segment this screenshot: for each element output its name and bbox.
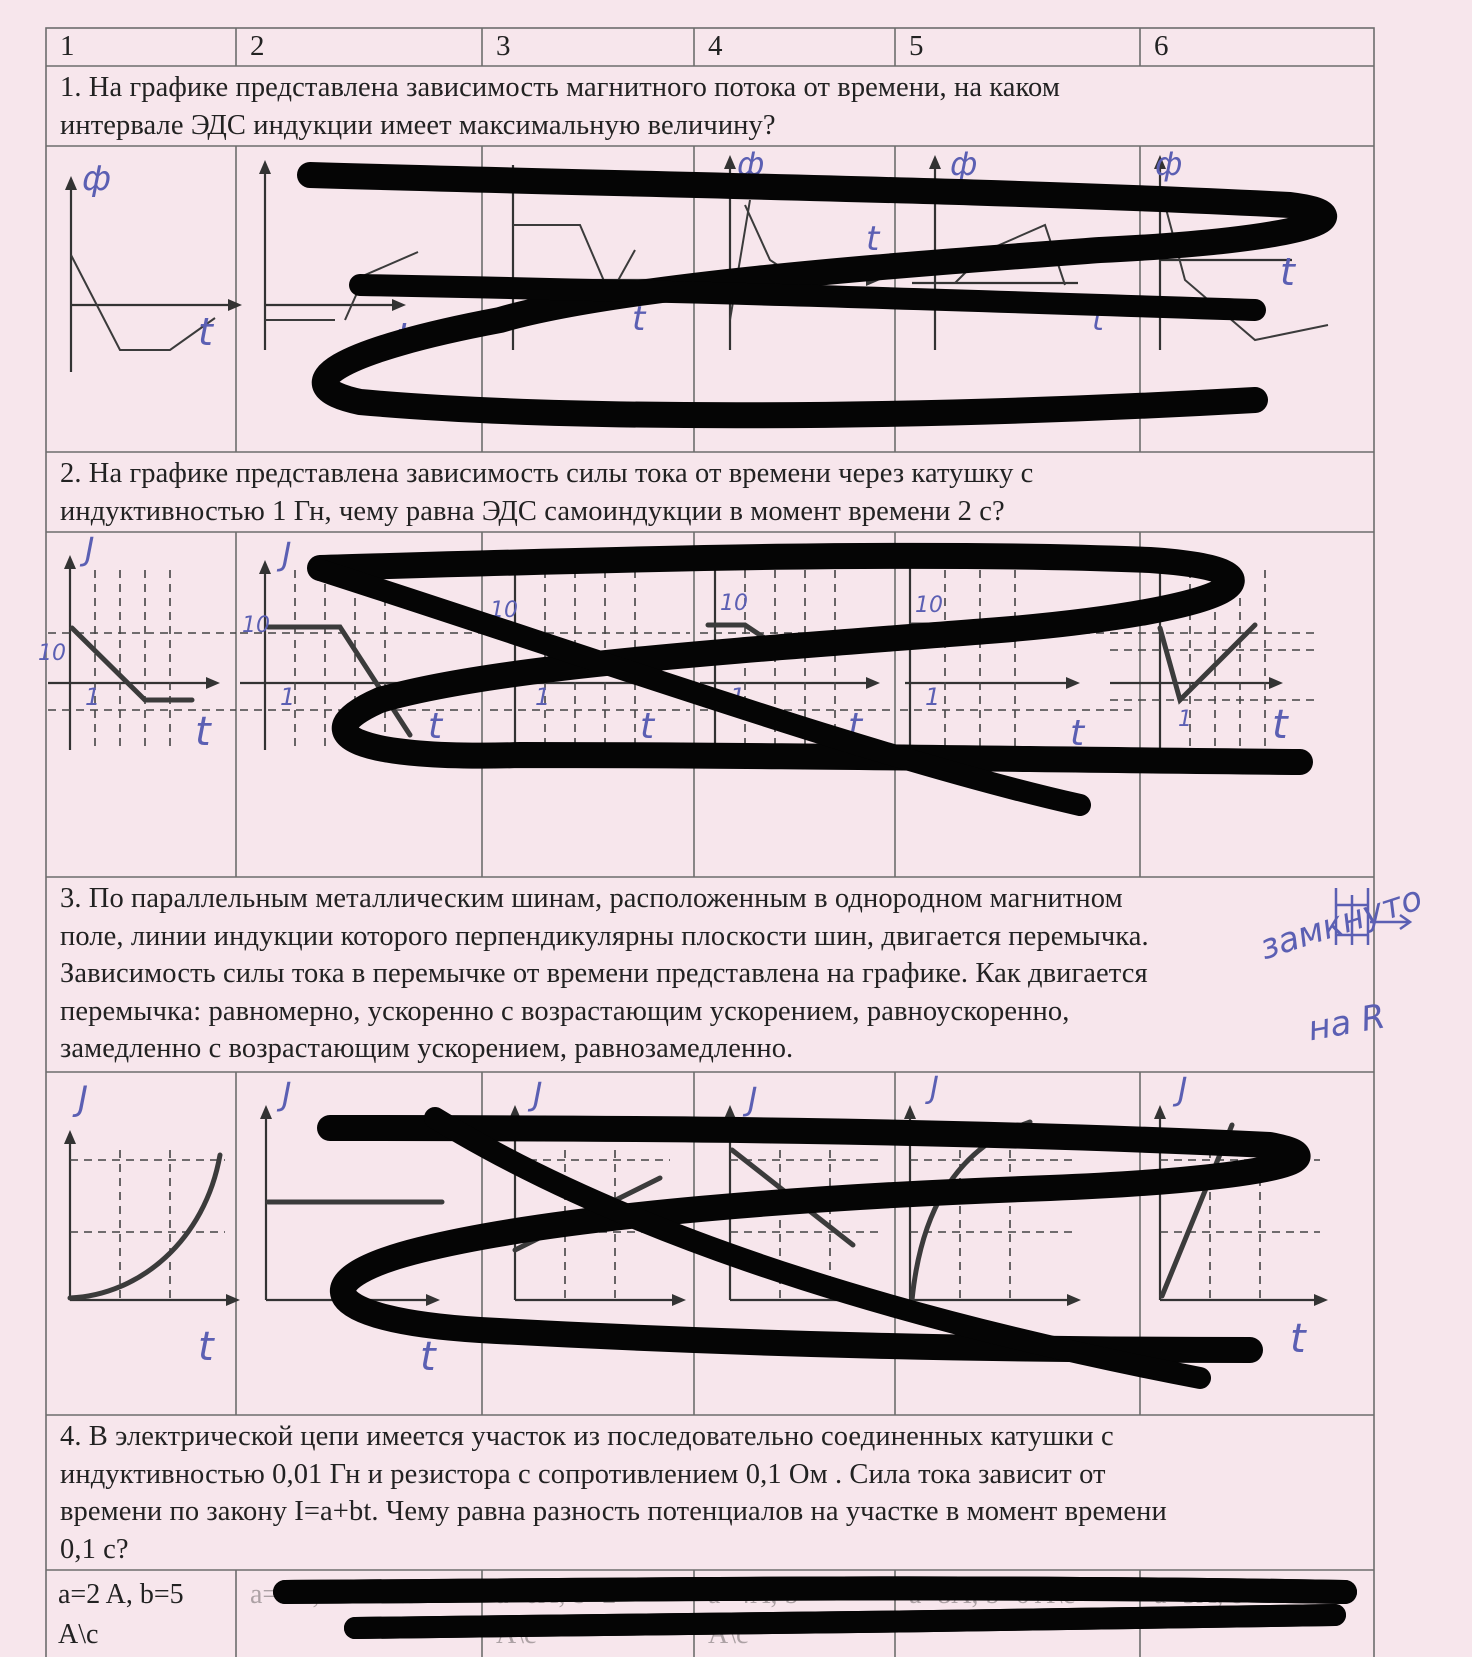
q1-t-label: t bbox=[198, 310, 213, 354]
svg-text:ф: ф bbox=[1155, 145, 1183, 183]
question-3-line: Зависимость силы тока в перемычке от времени представлена на графике. Как двигается bbox=[60, 958, 1148, 989]
svg-text:10: 10 bbox=[490, 598, 518, 623]
question-4-line: времени по закону I=a+bt. Чему равна разность потенциалов на участке в момент времени bbox=[60, 1496, 1167, 1527]
answer-option-1[interactable] bbox=[58, 1575, 184, 1655]
answer-line: a=6A, b=2 bbox=[496, 1579, 617, 1610]
svg-text:t: t bbox=[640, 706, 655, 747]
svg-text:t: t bbox=[1070, 713, 1085, 754]
column-number-4: 4 bbox=[708, 30, 723, 62]
svg-text:1: 1 bbox=[925, 683, 941, 711]
question-3-line: замедленно с возрастающим ускорением, равнозамедленно. bbox=[60, 1033, 794, 1064]
svg-text:J: J bbox=[1178, 1070, 1188, 1108]
svg-text:t: t bbox=[1272, 702, 1288, 748]
question-4-line: 0,1 с? bbox=[60, 1533, 129, 1565]
svg-text:J: J bbox=[748, 1080, 758, 1118]
svg-text:J: J bbox=[282, 1075, 292, 1113]
column-number-2: 2 bbox=[250, 30, 265, 62]
svg-text:10: 10 bbox=[720, 591, 748, 616]
answer-option-6[interactable] bbox=[1154, 1575, 1260, 1615]
svg-text:ф: ф bbox=[950, 145, 978, 183]
answer-line: a=8A, b=6 A\c bbox=[909, 1579, 1076, 1610]
svg-text:1: 1 bbox=[85, 683, 101, 711]
answer-option-3[interactable] bbox=[496, 1575, 616, 1655]
svg-text:t: t bbox=[195, 709, 211, 755]
answer-option-5[interactable] bbox=[909, 1575, 1075, 1615]
question-1-text bbox=[60, 69, 1060, 144]
svg-text:1: 1 bbox=[1178, 707, 1192, 732]
svg-text:t: t bbox=[1280, 250, 1295, 294]
column-number-5: 5 bbox=[909, 30, 924, 62]
svg-text:J: J bbox=[282, 535, 292, 573]
column-number-1: 1 bbox=[60, 30, 75, 62]
svg-text:t: t bbox=[198, 1324, 214, 1370]
svg-text:t: t bbox=[420, 1334, 436, 1380]
question-3-text bbox=[60, 880, 1149, 1068]
question-2-line: 2. На графике представлена зависимость силы тока от времени через катушку с bbox=[60, 458, 1034, 489]
svg-text:10: 10 bbox=[915, 593, 943, 618]
column-number-6: 6 bbox=[1154, 30, 1169, 62]
answer-line: a=5A, b= bbox=[1154, 1579, 1261, 1610]
answer-line: a=2 A, b=5 bbox=[58, 1579, 184, 1610]
svg-text:t: t bbox=[848, 706, 863, 747]
svg-text:J: J bbox=[78, 1079, 89, 1119]
answer-line: A\c bbox=[58, 1619, 99, 1650]
svg-text:1: 1 bbox=[535, 683, 551, 711]
answer-line: a=3A, b=3 A\c bbox=[250, 1579, 417, 1610]
question-1-line: интервале ЭДС индукции имеет максимальную величину? bbox=[60, 109, 776, 141]
answer-line: a=4A, b= bbox=[708, 1579, 815, 1610]
question-1-line: 1. На графике представлена зависимость магнитного потока от времени, на каком bbox=[60, 72, 1060, 103]
question-4-text bbox=[60, 1418, 1167, 1568]
handwritten-note-line-2: на R bbox=[1305, 996, 1389, 1050]
svg-text:10: 10 bbox=[242, 613, 270, 638]
answer-line: A\c bbox=[496, 1619, 537, 1650]
svg-text:ф: ф bbox=[737, 145, 765, 183]
column-number-3: 3 bbox=[496, 30, 511, 62]
question-2-line: индуктивностью 1 Гн, чему равна ЭДС самоиндукции в момент времени 2 с? bbox=[60, 495, 1005, 527]
svg-text:1: 1 bbox=[730, 683, 746, 711]
svg-text:t: t bbox=[428, 706, 443, 747]
svg-text:t: t bbox=[396, 315, 411, 359]
question-4-line: 4. В электрической цепи имеется участок из последовательно соединенных катушки с bbox=[60, 1421, 1114, 1452]
svg-text:1: 1 bbox=[280, 683, 296, 711]
question-4-line: индуктивностью 0,01 Гн и резистора с сопротивлением 0,1 Ом . Сила тока зависит от bbox=[60, 1458, 1106, 1490]
question-3-line: перемычка: равномерно, ускоренно с возрастающим ускорением, равноускоренно, bbox=[60, 995, 1070, 1027]
svg-text:t: t bbox=[1092, 303, 1104, 338]
q1-phi-label: ф bbox=[82, 159, 112, 199]
question-3-line: 3. По параллельным металлическим шинам, расположенным в однородном магнитном bbox=[60, 883, 1123, 914]
answer-line: A\c bbox=[708, 1619, 749, 1650]
svg-text:J: J bbox=[533, 1075, 543, 1113]
handwritten-note-line-1: замкнуто bbox=[1255, 878, 1428, 969]
answer-option-2[interactable] bbox=[250, 1575, 416, 1615]
svg-text:t: t bbox=[1290, 1316, 1306, 1362]
svg-text:10: 10 bbox=[38, 641, 66, 666]
question-3-line: поле, линии индукции которого перпендикулярны плоскости шин, двигается перемычка. bbox=[60, 920, 1149, 952]
svg-text:J: J bbox=[85, 530, 95, 568]
svg-text:J: J bbox=[930, 1071, 939, 1106]
answer-option-4[interactable] bbox=[708, 1575, 814, 1655]
question-2-text bbox=[60, 455, 1033, 530]
svg-text:t: t bbox=[866, 219, 880, 259]
svg-text:t: t bbox=[632, 299, 646, 339]
